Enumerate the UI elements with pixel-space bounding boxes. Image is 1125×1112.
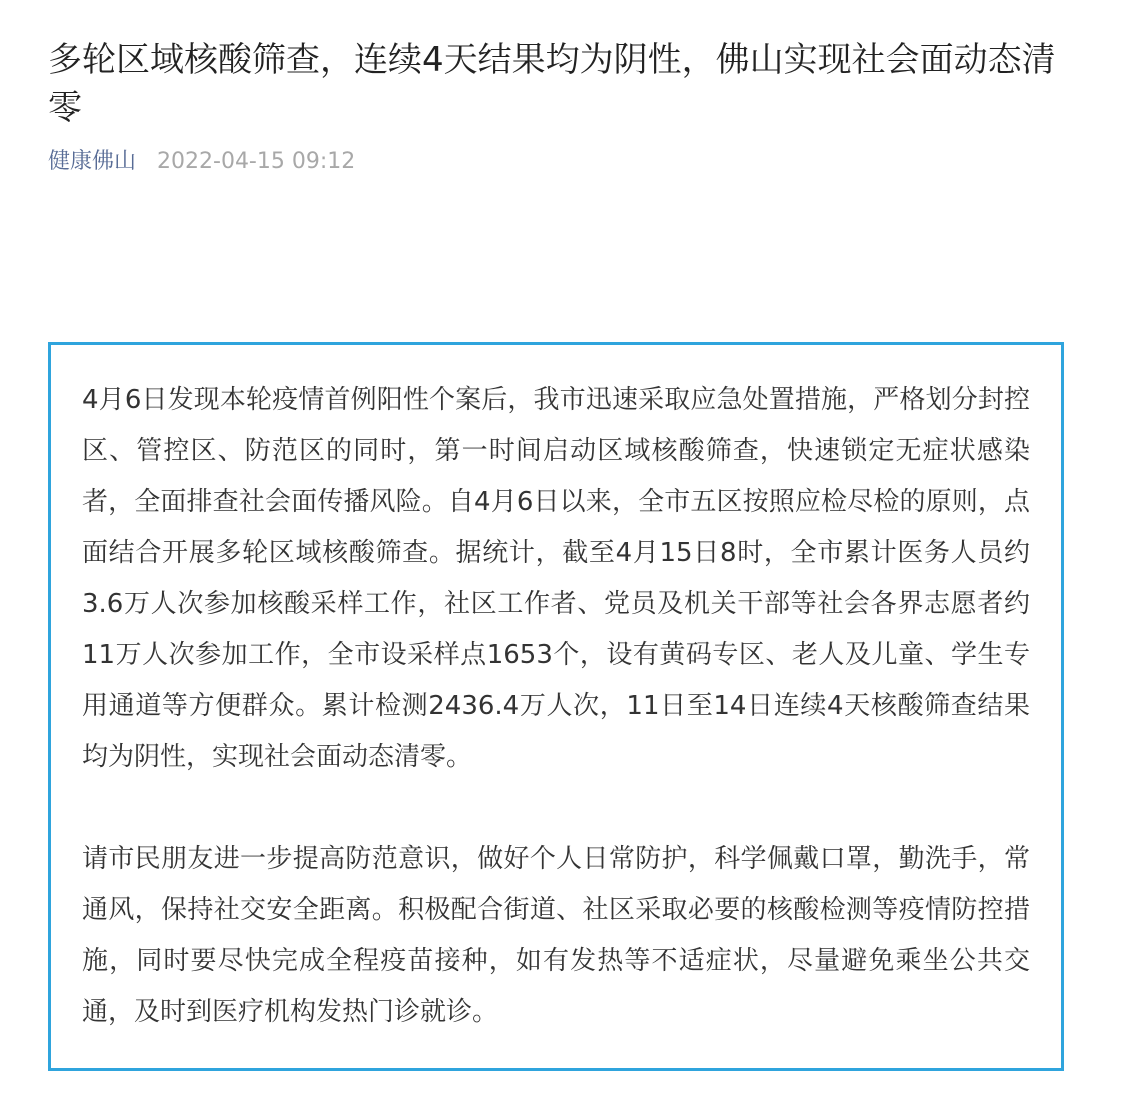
content-paragraph: 4月6日发现本轮疫情首例阳性个案后，我市迅速采取应急处置措施，严格划分封控区、管控区、防范区的同时，第一时间启动区域核酸筛查，快速锁定无症状感染者，全面排查社会面传播风险。自4月6日以来，全市五区按照应检尽检的原则，点面结合开展多轮区域核酸筛查。据统计，截至4月15日8时，全市累计医务人员约3.6万人次参加核酸采样工作，社区工作者、党员及机关干部等社会各界志愿者约11万人次参加工作，全市设采样点1653个，设有黄码专区、老人及儿童、学生专用通道等方便群众。累计检测2436.4万人次，11日至14日连续4天核酸筛查结果均为阴性，实现社会面动态清零。 xyxy=(82,385,1030,772)
author-link[interactable]: 健康佛山 xyxy=(48,149,137,174)
content-paragraph: 请市民朋友进一步提高防范意识，做好个人日常防护，科学佩戴口罩，勤洗手，常通风，保持社交安全距离。积极配合街道、社区采取必要的核酸检测等疫情防控措施，同时要尽快完成全程疫苗接种，如有发热等不适症状，尽量避免乘坐公共交通，及时到医疗机构发热门诊就诊。 xyxy=(82,844,1030,1027)
publish-time: 2022-04-15 09:12 xyxy=(157,149,356,174)
article-content-box xyxy=(48,342,1064,1071)
article-meta xyxy=(48,146,355,178)
article-title: 多轮区域核酸筛查，连续4天结果均为阴性，佛山实现社会面动态清零 xyxy=(48,40,1056,128)
